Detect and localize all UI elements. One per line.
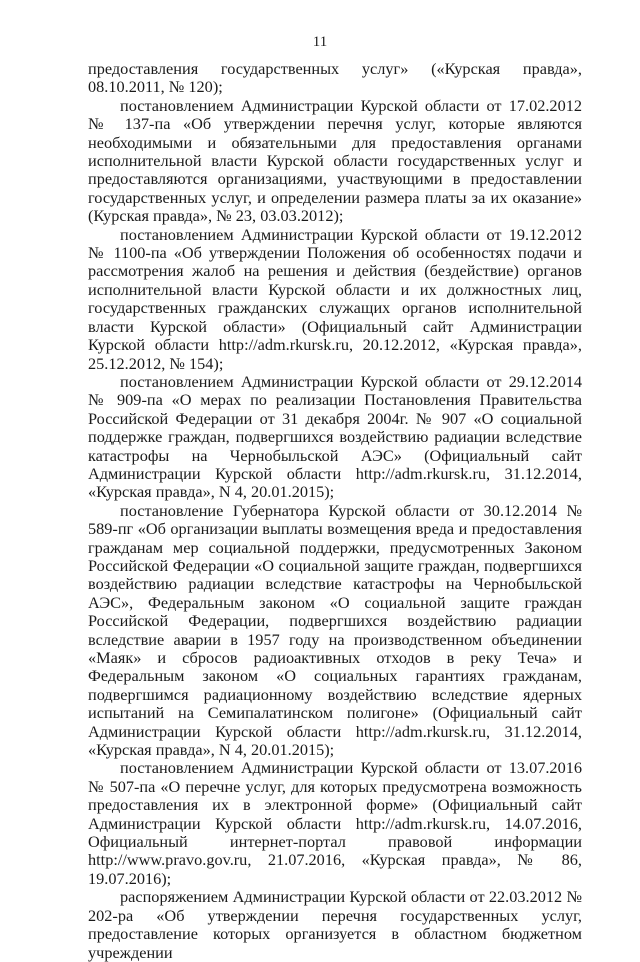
paragraph-decree-507-pa: постановлением Администрации Курской области от 13.07.2016 № 507-па «О перечне услуг, для которых предусмотрена возможность предоставления их в электронной форме» (Официальный сайт Администрации Курской области http://adm.rkursk.ru, 14.07.2016, Официальный интернет-портал правовой информации http://www.pravo.gov.ru, 21.07.2016, «Курская правда», № 86, 19.07.2016); bbox=[88, 758, 582, 888]
paragraph-continuation: предоставления государственных услуг» («Курская правда», 08.10.2011, № 120); bbox=[88, 59, 582, 97]
paragraph-decree-909-pa: постановлением Администрации Курской области от 29.12.2014 № 909-па «О мерах по реализации Постановления Правительства Российской Федерации от 31 декабря 2004г. № 907 «О социальной поддержке граждан, подвергшихся воздействию радиации вследствие катастрофы на Чернобыльской АЭС» (Официальный сайт Администрации Курской области http://adm.rkursk.ru, 31.12.2014, «Курская правда», N 4, 20.01.2015); bbox=[88, 371, 582, 502]
page-number: 11 bbox=[312, 34, 328, 50]
document-body bbox=[88, 60, 582, 962]
paragraph-decree-137-pa: постановлением Администрации Курской области от 17.02.2012 № 137-па «Об утверждении перечня услуг, которые являются необходимыми и обязательными для предоставления органами исполнительной власти Курской области государственных услуг и предоставляются организациями, участвующими в предоставлении государственных услуг, и определении размера платы за их оказание» (Курская правда», № 23, 03.03.2012); bbox=[88, 95, 582, 226]
paragraph-governor-decree-589-pg: постановление Губернатора Курской области от 30.12.2014 № 589-пг «Об организации выплаты возмещения вреда и предоставления гражданам мер социальной поддержки, предусмотренных Законом Российской Федерации «О социальной защите граждан, подвергшихся воздействию радиации вследствие катастрофы на Чернобыльской АЭС», Федеральным законом «О социальной защите граждан Российской Федерации, подвергшихся воздействию радиации вследствие аварии в 1957 году на производственном объединении «Маяк» и сбросов радиоактивных отходов в реку Теча» и Федеральным законом «О социальных гарантиях гражданам, подвергшимся радиационному воздействию вследствие ядерных испытаний на Семипалатинском полигоне» (Официальный сайт Администрации Курской области http://adm.rkursk.ru, 31.12.2014, «Курская правда», N 4, 20.01.2015); bbox=[88, 500, 582, 760]
paragraph-decree-1100-pa: постановлением Администрации Курской области от 19.12.2012 № 1100-па «Об утверждении Положения об особенностях подачи и рассмотрения жалоб на решения и действия (бездействие) органов исполнительной власти Курской области и их должностных лиц, государственных гражданских служащих органов исполнительной власти Курской области» (Официальный сайт Администрации Курской области http://adm.rkursk.ru, 20.12.2012, «Курская правда», 25.12.2012, № 154); bbox=[88, 224, 582, 373]
paragraph-order-202-ra: распоряжением Администрации Курской области от 22.03.2012 № 202-ра «Об утверждении перечня государственных услуг, предоставление которых организуется в областном бюджетном учреждении bbox=[88, 887, 582, 962]
